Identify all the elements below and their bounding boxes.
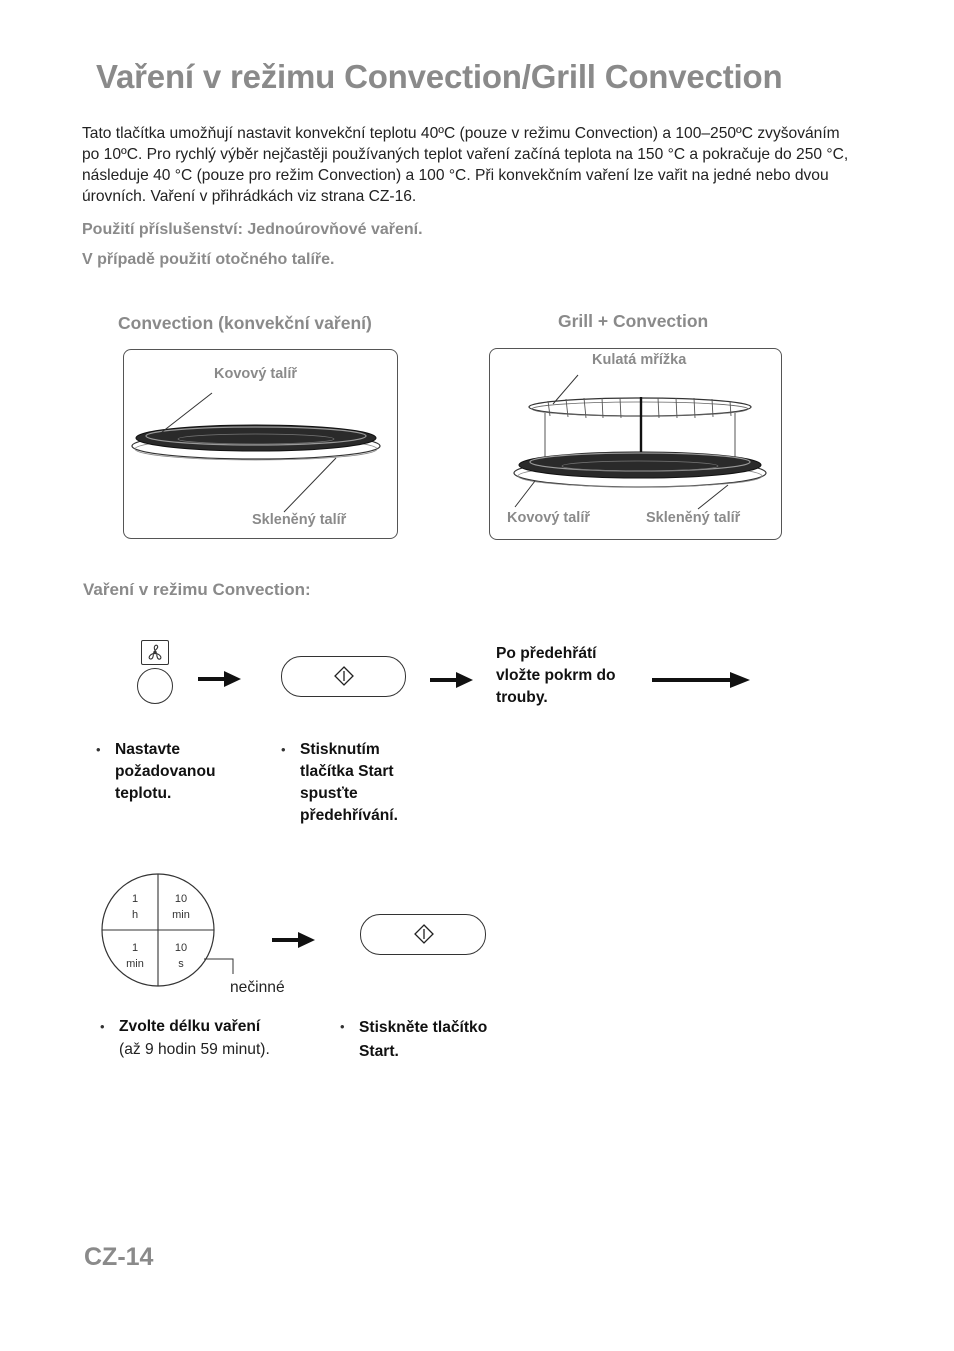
bullet-marker: •	[100, 1019, 105, 1034]
bullet-marker: •	[281, 742, 286, 757]
arrow-icon	[430, 670, 474, 695]
bullet-marker: •	[340, 1019, 345, 1034]
start-button[interactable]	[281, 656, 406, 697]
preheat-note: Po předehřátí vložte pokrm do trouby.	[496, 645, 616, 706]
start-button[interactable]	[360, 914, 486, 955]
turntable-note: V případě použití otočného talíře.	[82, 251, 335, 268]
grill-convection-diagram	[489, 348, 782, 540]
intro-paragraph: Tato tlačítka umožňují nastavit konvekční teplotu 40ºC (pouze v režimu Convection) a 100–250ºC zvyšováním po 10ºC. Pro rychlý výběr nejčastěji používaných teplot vaření začíná teplota na 150 °C a pokračuje do 250 °C, následuje 40 °C (pouze pro režim Convection) a 100 °C. Při konvekčním vaření lze vařit na jedné nebo dvou úrovních. Vaření v přihrádkách viz strana CZ-16.	[82, 125, 849, 205]
cooking-time-instruction: Zvolte délku vaření (až 9 hodin 59 minut).	[119, 1018, 270, 1058]
convection-diagram	[123, 349, 398, 539]
minute-segment[interactable]: 1 min	[126, 942, 144, 970]
hour-segment[interactable]: 1 h	[131, 893, 139, 921]
ten-second-segment: 10 s	[174, 942, 188, 970]
convection-cooking-heading: Vaření v režimu Convection:	[83, 580, 311, 599]
start-diamond-icon	[282, 657, 405, 696]
round-rack-label: Kulatá mřížka	[592, 352, 687, 368]
convection-fan-icon	[141, 640, 169, 665]
arrow-icon	[272, 930, 316, 955]
start-diamond-icon	[361, 915, 485, 954]
convection-diagram-heading: Convection (konvekční vaření)	[118, 313, 372, 333]
grill-convection-diagram-heading: Grill + Convection	[558, 311, 709, 331]
timer-dial[interactable]	[101, 873, 215, 987]
inactive-label: nečinné	[230, 979, 285, 996]
glass-plate-label: Skleněný talíř	[252, 512, 347, 528]
bullet-marker: •	[96, 742, 101, 757]
set-temperature-instruction: Nastavte požadovanou teplotu.	[115, 741, 216, 802]
arrow-icon	[198, 669, 242, 694]
inactive-pointer	[204, 958, 238, 981]
accessory-note: Použití příslušenství: Jednoúrovňové vaření.	[82, 221, 423, 238]
metal-plate-label: Kovový talíř	[214, 366, 297, 382]
page-title: Vaření v režimu Convection/Grill Convection	[96, 58, 783, 95]
convection-button[interactable]	[137, 668, 173, 704]
ten-minute-segment[interactable]: 10 min	[172, 893, 190, 921]
page-number: CZ-14	[84, 1243, 154, 1271]
long-arrow-icon	[652, 670, 752, 695]
metal-plate-label: Kovový talíř	[507, 510, 590, 526]
start-preheat-instruction: Stisknutím tlačítka Start spusťte předehřívání.	[300, 741, 398, 824]
glass-plate-label: Skleněný talíř	[646, 510, 741, 526]
press-start-instruction: Stiskněte tlačítko Start.	[359, 1019, 488, 1060]
